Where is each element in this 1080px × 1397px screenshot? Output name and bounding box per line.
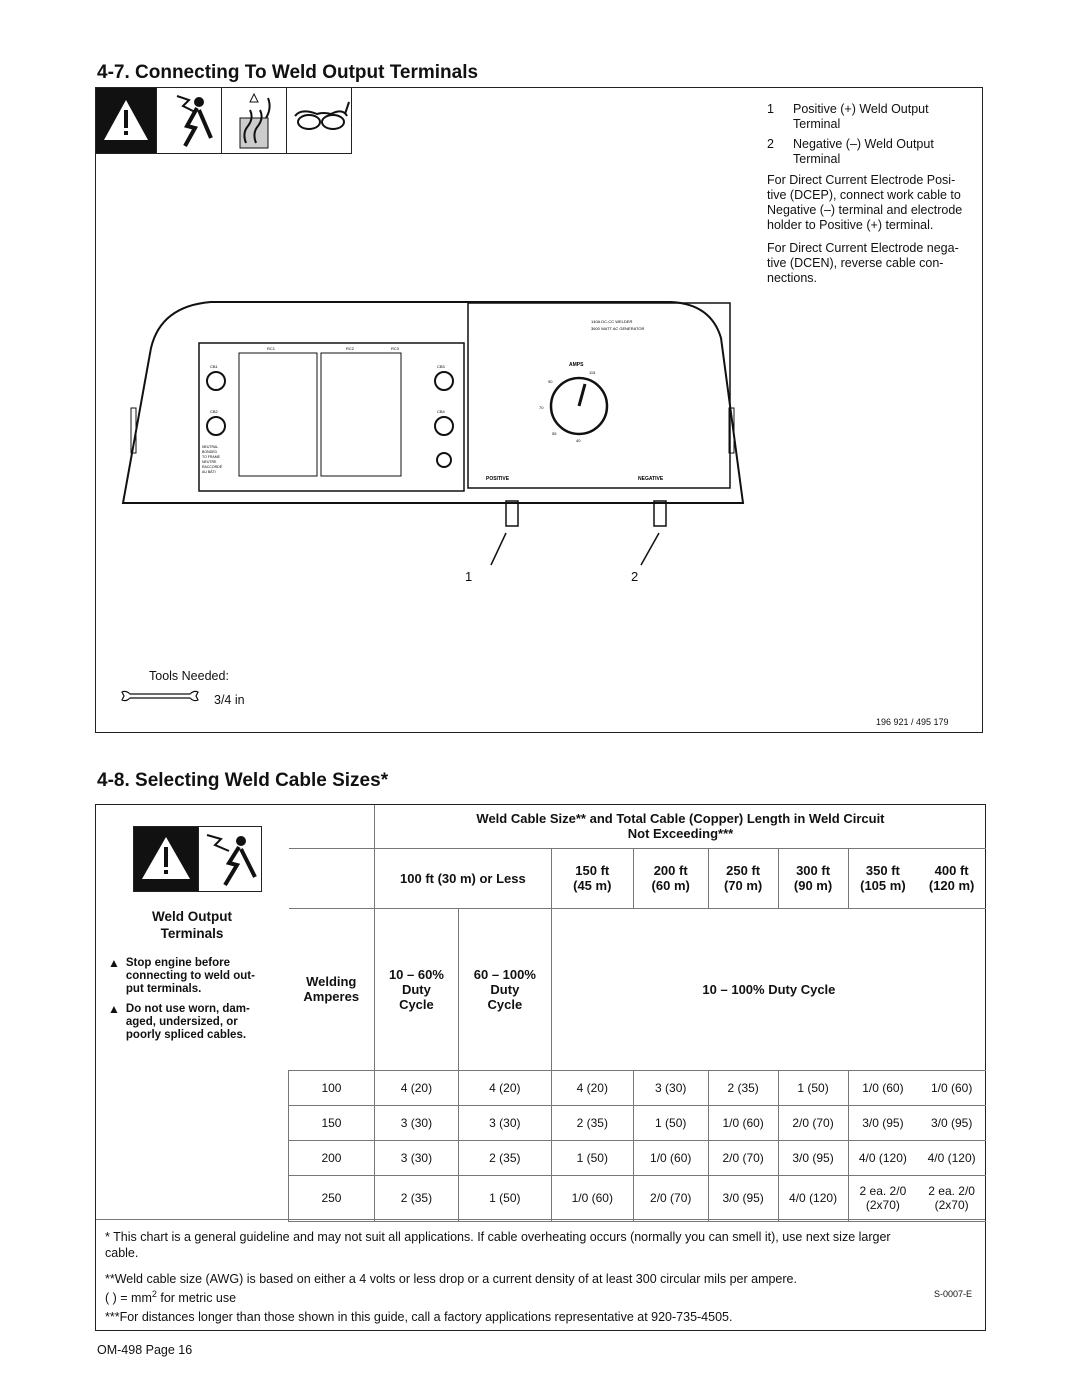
safety-glasses-icon: [286, 88, 352, 153]
svg-text:RC3: RC3: [391, 346, 400, 351]
callout-2: 2: [631, 569, 639, 584]
page-footer: OM-498 Page 16: [97, 1343, 193, 1357]
table-main-header: Weld Cable Size** and Total Cable (Copper) Length in Weld Circuit Not Exceeding***: [374, 805, 986, 848]
callout-1: 1: [465, 569, 473, 584]
fumes-icon: [221, 88, 287, 153]
safety-icon-strip: [96, 88, 352, 154]
distance-header: 100 ft (30 m) or Less: [374, 848, 551, 908]
distance-header: 350 ft (105 m) 400 ft (120 m): [848, 848, 986, 908]
section-title-4-7: 4-7. Connecting To Weld Output Terminals: [97, 62, 479, 83]
negative-label: NEGATIVE: [638, 476, 664, 482]
dial-40: 40: [576, 438, 581, 443]
warning-item-2: ▲ Do not use worn, dam- aged, undersized, or poorly spliced cables.: [108, 1002, 250, 1041]
warnings-list: [108, 957, 288, 1042]
panel-rating-2: 3600 WATT AC GENERATOR: [591, 326, 645, 331]
dcep-instructions: For Direct Current Electrode Posi- tive (DCEP), connect work cable to Negative (–) terminal and electrode holder to Positive (+) terminal.: [767, 173, 963, 232]
svg-text:NEUTRAL: NEUTRAL: [202, 445, 219, 449]
duty-cycle-header: 10 – 60% Duty Cycle: [374, 908, 458, 1070]
svg-text:NEUTRE: NEUTRE: [202, 460, 217, 464]
svg-text:CB4: CB4: [437, 409, 445, 414]
triangle-bullet-icon: ▲: [108, 1002, 120, 1016]
table-row: 200 3 (30) 2 (35) 1 (50) 1/0 (60) 2/0 (70) 3/0 (95) 4/0 (120) 4/0 (120): [289, 1140, 987, 1175]
footnote-2-metric: ( ) = $mm^2$ for metric use: [105, 1289, 237, 1306]
table-row: 100 4 (20) 4 (20) 4 (20) 3 (30) 2 (35) 1 (50) 1/0 (60) 1/0 (60): [289, 1070, 987, 1105]
welding-amperes-header: Welding Amperes: [289, 908, 375, 1070]
amps-label: AMPS: [569, 362, 584, 368]
svg-text:RC2: RC2: [346, 346, 355, 351]
table-row: 150 3 (30) 3 (30) 2 (35) 1 (50) 1/0 (60) 2/0 (70) 3/0 (95) 3/0 (95): [289, 1105, 987, 1140]
wrench-icon: [120, 688, 200, 704]
figure-frame: [95, 87, 983, 733]
cable-size-table: [288, 805, 986, 1222]
cable-size-frame: [95, 804, 986, 1331]
dial-90: 90: [548, 379, 553, 384]
distance-header: 150 ft (45 m): [551, 848, 633, 908]
tool-size: 3/4 in: [214, 693, 245, 707]
warning-shock-icons: [133, 826, 262, 892]
duty-cycle-header: 10 – 100% Duty Cycle: [551, 908, 986, 1070]
svg-text:RC1: RC1: [267, 346, 276, 351]
dial-70: 70: [539, 405, 544, 410]
tools-needed-label: Tools Needed:: [149, 669, 229, 683]
distance-header: 250 ft (70 m): [708, 848, 778, 908]
svg-text:BONDED: BONDED: [202, 450, 217, 454]
distance-header: 200 ft (60 m): [633, 848, 708, 908]
legend: [767, 102, 982, 286]
svg-text:CB3: CB3: [437, 364, 445, 369]
svg-text:AU BÂTI: AU BÂTI: [202, 470, 216, 474]
legend-item-1: 1 Positive (+) Weld Output Terminal: [767, 102, 929, 131]
legend-item-2: 2 Negative (–) Weld Output Terminal: [767, 137, 934, 166]
footnote-2: **Weld cable size (AWG) is based on either a 4 volts or less drop or a current density of at least 300 circular mils per ampere.: [105, 1272, 797, 1286]
warning-item-1: ▲ Stop engine before connecting to weld out- put terminals.: [108, 956, 255, 995]
weld-output-title: Weld Output Terminals: [152, 909, 232, 941]
figure-ref: 196 921 / 495 179: [876, 717, 949, 727]
warning-icon: [134, 827, 198, 891]
footnote-1: * This chart is a general guideline and may not suit all applications. If cable overheating occurs (normally you can smell it), use next size larger cable.: [105, 1230, 891, 1260]
footnote-3: ***For distances longer than those shown in this guide, call a factory applications representative at 920-735-4505.: [105, 1310, 733, 1324]
triangle-bullet-icon: ▲: [108, 956, 120, 970]
duty-cycle-header: 60 – 100% Duty Cycle: [458, 908, 551, 1070]
electric-shock-icon: [198, 827, 262, 891]
warning-icon: [96, 88, 156, 153]
svg-text:CB2: CB2: [210, 409, 218, 414]
distance-header: 300 ft (90 m): [778, 848, 848, 908]
dial-115: 115: [589, 370, 596, 375]
chart-ref: S-0007-E: [934, 1289, 973, 1299]
section-title-4-8: 4-8. Selecting Weld Cable Sizes*: [97, 770, 389, 791]
panel-rating-1: 140A DC-CC WELDER: [591, 319, 633, 324]
svg-text:CB1: CB1: [210, 364, 218, 369]
table-row: 250 2 (35) 1 (50) 1/0 (60) 2/0 (70) 3/0 (95) 4/0 (120) 2 ea. 2/0 (2x70) 2 ea. 2/0 (2x70): [289, 1175, 987, 1221]
dial-55: 55: [552, 431, 557, 436]
dcen-instructions: For Direct Current Electrode nega- tive (DCEN), reverse cable con- nections.: [767, 241, 959, 285]
electric-shock-icon: [156, 88, 222, 153]
svg-text:RACCORDÉ: RACCORDÉ: [202, 465, 223, 469]
svg-text:TO FRAME: TO FRAME: [202, 455, 221, 459]
welder-front-panel-drawing: [111, 288, 751, 588]
positive-label: POSITIVE: [486, 476, 510, 482]
